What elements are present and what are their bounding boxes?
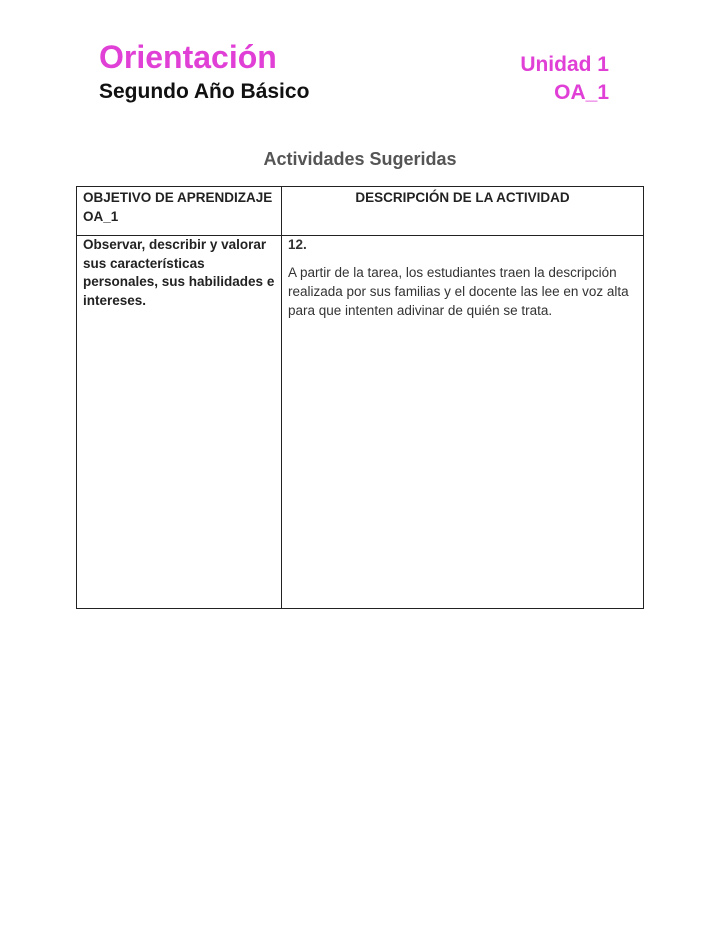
objective-cell: Observar, describir y valorar sus características personales, sus habilidades e intereses. (77, 236, 282, 609)
objective-header: OBJETIVO DE APRENDIZAJE OA_1 (77, 187, 282, 236)
activity-table (76, 186, 644, 609)
description-header: DESCRIPCIÓN DE LA ACTIVIDAD (282, 187, 644, 236)
oa-label: OA_1 (554, 81, 609, 104)
table-row (77, 236, 644, 609)
page-title: Orientación (99, 39, 277, 75)
activity-number: 12. (288, 237, 307, 252)
activity-text: A partir de la tarea, los estudiantes traen la descripción realizada por sus familias y el docente las lee en voz alta para que intenten adivinar de quién se trata. (288, 264, 629, 318)
section-title: Actividades Sugeridas (263, 149, 457, 169)
table-header-row (77, 187, 644, 236)
page-subtitle: Segundo Año Básico (99, 80, 310, 103)
description-cell (282, 236, 644, 609)
unit-label: Unidad 1 (520, 53, 609, 76)
